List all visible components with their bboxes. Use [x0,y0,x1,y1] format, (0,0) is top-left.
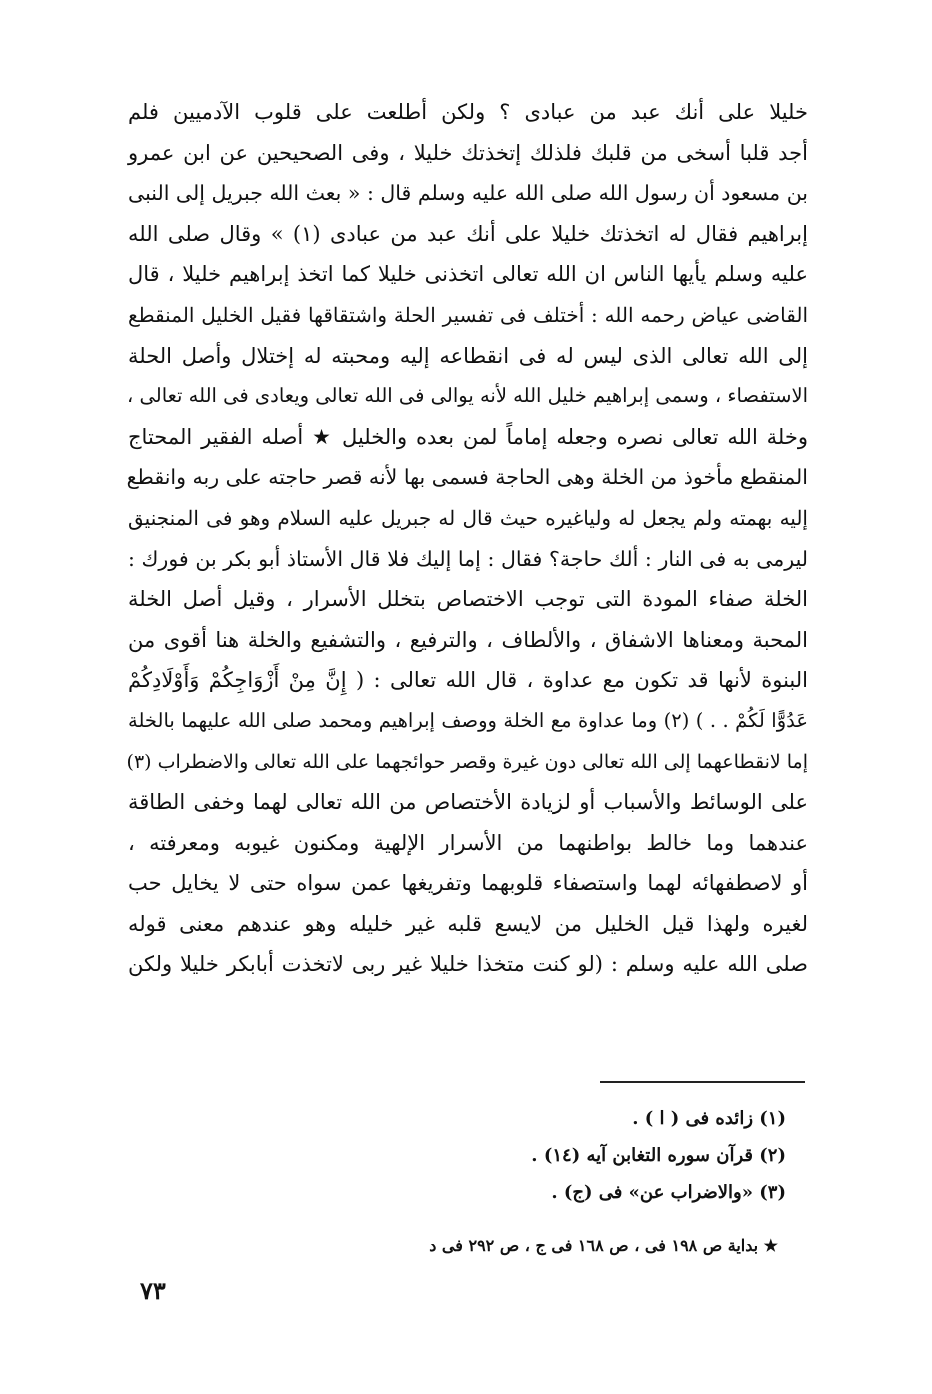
text-line: صلى الله عليه وسلم : (لو كنت متخذا خليلا غير ربى لاتخذت أبابكر خليلا ولكن [128,952,808,977]
footnotes [300,1100,786,1211]
text-line: القاضى عياض رحمه الله : أختلف فى تفسير الحلة واشتقاقها فقيل الخليل المنقطع [128,302,808,327]
text-line: ليرمى به فى النار : ألك حاجة؟ فقال : إما إليك فلا قال الأستاذ أبو بكر بن فورك : [128,546,808,571]
footnote-item: (١) زائده فى ( ا ) . [632,1108,786,1129]
footnote-item: (٣) «والاضراب عن» فى (ج) . [551,1182,786,1203]
text-line: إما لانقطاعهما إلى الله تعالى دون غيرة وقصر حوائجهما على الله تعالى والاضطراب (٣) [126,750,808,773]
text-line: الخلة صفاء المودة التى توجب الاختصاص بتخلل الأسرار ، وقيل أصل الخلة [128,587,808,612]
text-line: عليه وسلم يأيها الناس ان الله تعالى اتخذنى خليلا كما اتخذ إبراهيم خليلا ، قال [128,262,808,287]
text-line: لغيره ولهذا قيل الخليل من لايسع قلبه غير خليله وهو عندهم معنى قوله [128,911,808,936]
footnote-item: (٢) قرآن سوره التغابن آيه (١٤) . [531,1145,786,1166]
text-line: إبراهيم فقال له اتخذتك خليلا على أنك عبد من عبادى (١) » وقال صلى الله [128,221,808,246]
text-line: أجد قلبا أسخى من قلبك فلذلك إتخذتك خليلا ، وفى الصحيحين عن ابن عمرو [128,140,808,165]
text-line: الاستفصاء ، وسمى إبراهيم خليل الله لأنه يوالى فى الله تعالى ويعادى فى الله تعالى ، [127,384,808,408]
main-text-block [128,92,808,985]
text-line: عندهما وما خالط بواطنهما من الأسرار الإلهية ومكنون غيوبه ومعرفته ، [128,830,808,855]
text-line: وخلة الله تعالى نصره وجعله إماماً لمن بعده والخليل ★ أصله الفقير المحتاج [128,424,808,449]
text-line: المنقطع مأخوذ من الخلة وهى الحاجة فسمى بها لأنه قصر حاجته على ربه وانقطع [126,465,808,490]
footnote-separator [600,1081,805,1083]
page-number: ٧٣ [140,1276,166,1305]
text-line: إلى الله تعالى الذى ليس له فى انقطاعه إليه ومحبته له إختلال وأصل الحلة [128,343,808,368]
manuscript-marker-note: ★ بداية ص ١٩٨ فى ، ص ١٦٨ فى ج ، ص ٢٩٢ فى د [429,1236,778,1255]
text-line: إليه بهمته ولم يجعل له ولياغيره حيث قال له جبريل عليه السلام وهو فى المنجنيق [128,505,808,530]
text-line: خليلا على أنك عبد من عبادى ؟ ولكن أطلعت على قلوب الآدميين فلم [128,100,808,124]
text-line: على الوسائط والأسباب أو لزيادة الأختصاص من الله تعالى لهما وخفى الطاقة [128,790,808,815]
text-line: أو لاصطفهائه لهما واستصفاء قلوبهما وتفريغها عمن سواه حتى لا يخايل حب [128,871,808,896]
text-line: البنوة لأنها قد تكون مع عداوة ، قال الله تعالى : ( إِنَّ مِنْ أَزْوَاجِكُمْ وَأَوْلَادِكُمْ [128,668,808,693]
text-line: بن مسعود أن رسول الله صلى الله عليه وسلم قال : « بعث الله جبريل إلى النبى [128,181,808,206]
text-line: عَدُوًّا لَكُمْ . . ) (٢) وما عداوة مع الخلة ووصف إبراهيم ومحمد صلى الله عليهما بالخلة [128,708,809,732]
text-line: المحبة ومعناها الاشفاق ، والألطاف ، والترفيع ، والتشفيع والخلة هنا أقوى من [128,627,808,652]
